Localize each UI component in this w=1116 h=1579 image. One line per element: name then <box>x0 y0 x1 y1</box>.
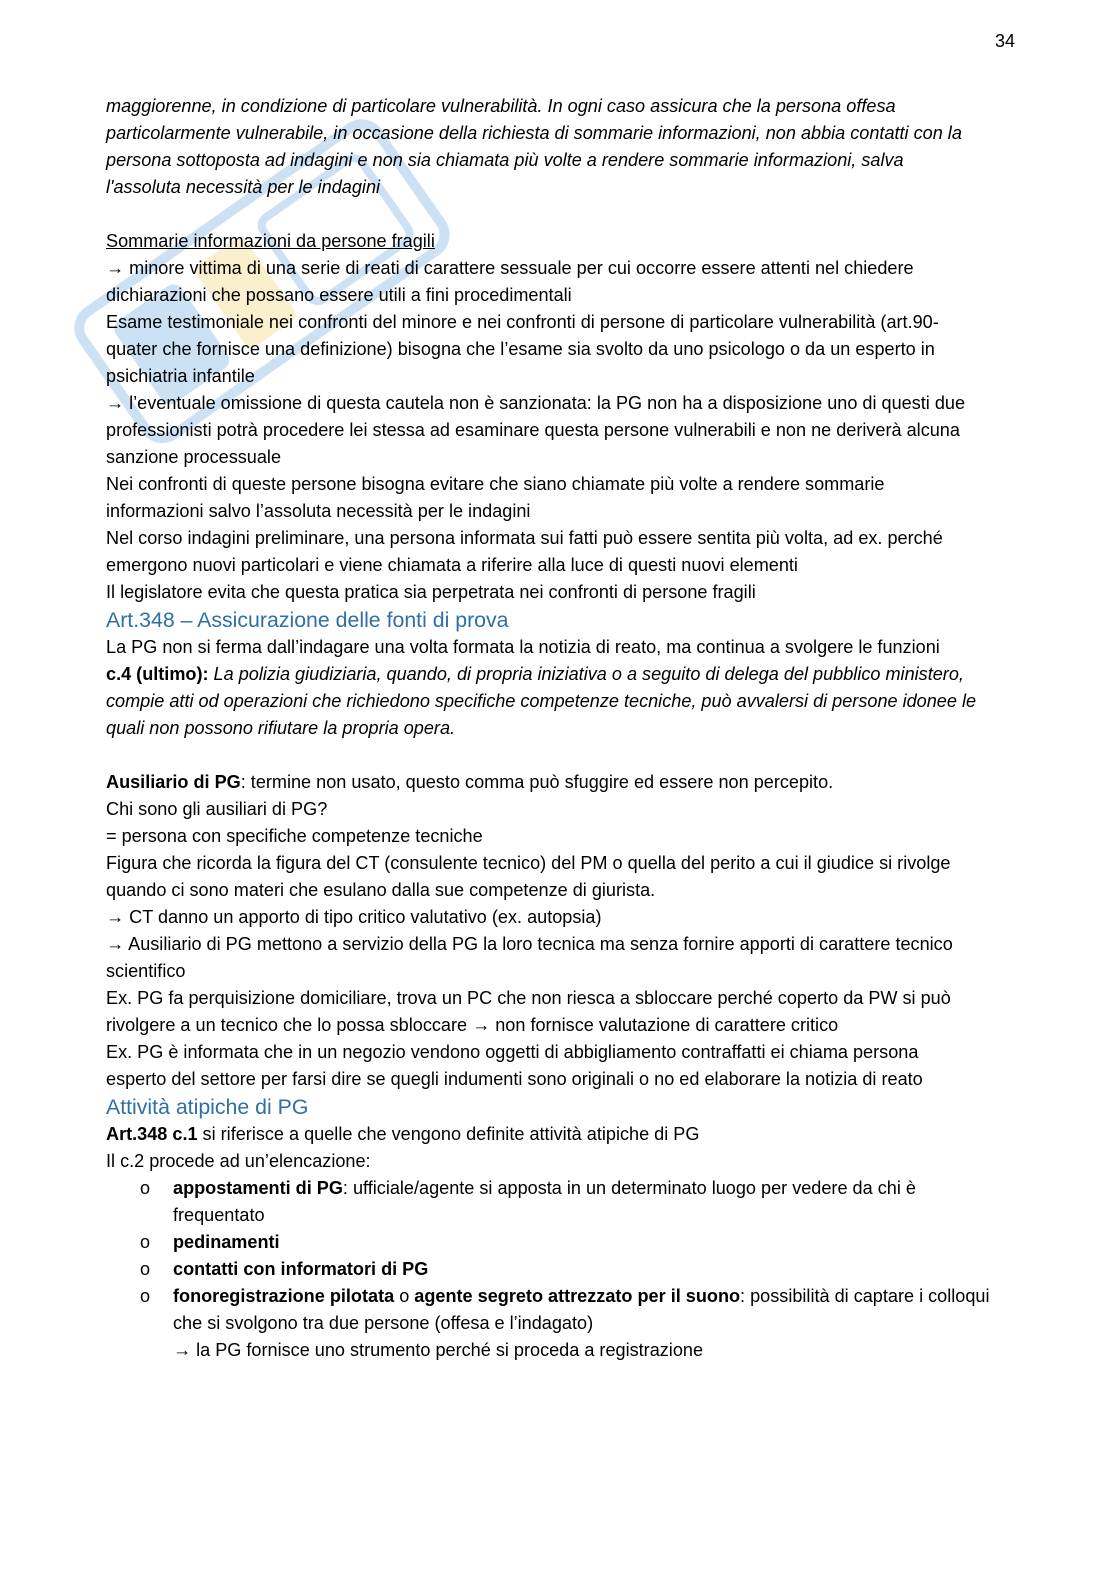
text-line: si riferisce a quelle che vengono definite attività atipiche di PG <box>197 1124 700 1144</box>
section-art348 <box>106 606 1006 1093</box>
text-line: Esame testimoniale nei confronti del minore e nei confronti di persone di particolare vulnerabilità (art.90- <box>106 312 939 332</box>
bold-label: pedinamenti <box>173 1232 280 1252</box>
arrow-right-icon: → <box>106 393 125 413</box>
text-line: : ufficiale/agente si apposta in un determinato luogo per vedere da chi è <box>342 1178 916 1198</box>
list-item <box>106 1229 1006 1256</box>
text-line: non fornisce valutazione di carattere critico <box>490 1015 839 1035</box>
text-line: Nel corso indagini preliminare, una persona informata sui fatti può essere sentita più volta, ad ex. perché <box>106 528 943 548</box>
subsection-title: Sommarie informazioni da persone fragili <box>106 231 435 251</box>
section-heading: Attività atipiche di PG <box>106 1095 309 1119</box>
text-line: maggiorenne, in condizione di particolare vulnerabilità. In ogni caso assicura che la persona offesa <box>106 96 896 116</box>
text-line: quando ci sono materi che esulano dalla sue competenze di giurista. <box>106 880 656 900</box>
list-item <box>106 1175 1006 1229</box>
text-line: Ausiliario di PG mettono a servizio della PG la loro tecnica ma senza fornire apporti di carattere tecnico <box>124 934 953 954</box>
arrow-right-icon: → <box>106 258 125 278</box>
text-line: informazioni salvo l’assoluta necessità per le indagini <box>106 501 531 521</box>
text-line: esperto del settore per farsi dire se quegli indumenti sono originali o no ed elaborare la notizia di reato <box>106 1069 923 1089</box>
bold-label: Ausiliario di PG <box>106 772 241 792</box>
bold-label: c.4 (ultimo): <box>106 664 209 684</box>
text-line: Il c.2 procede ad un’elencazione: <box>106 1151 371 1171</box>
text-line: scientifico <box>106 961 186 981</box>
text-line: rivolgere a un tecnico che lo possa sbloccare <box>106 1015 473 1035</box>
text-line: l’eventuale omissione di questa cautela non è sanzionata: la PG non ha a disposizione uno di questi due <box>124 393 966 413</box>
text-line: particolarmente vulnerabile, in occasione della richiesta di sommarie informazioni, non abbia contatti con la <box>106 123 962 143</box>
bullet-icon: o <box>140 1286 151 1306</box>
activity-list <box>106 1175 1006 1364</box>
bullet-icon: o <box>140 1232 151 1252</box>
text-line: quali non possono rifiutare la propria opera. <box>106 718 456 738</box>
section-atipiche <box>106 1093 1006 1364</box>
text-line: l'assoluta necessità per le indagini <box>106 177 381 197</box>
arrow-right-icon: → <box>106 934 125 954</box>
text-line: psichiatria infantile <box>106 366 255 386</box>
text-line: : possibilità di captare i colloqui <box>740 1286 990 1306</box>
list-item <box>106 1283 1006 1364</box>
text-line: La PG non si ferma dall’indagare una volta formata la notizia di reato, ma continua a svolgere le funzioni <box>106 637 940 657</box>
document-body <box>106 93 1006 1364</box>
text-line: quater che fornisce una definizione) bisogna che l’esame sia svolto da uno psicologo o da un esperto in <box>106 339 935 359</box>
text-line: la PG fornisce uno strumento perché si proceda a registrazione <box>191 1340 704 1360</box>
text-line: minore vittima di una serie di reati di carattere sessuale per cui occorre essere attenti nel chiedere <box>124 258 914 278</box>
arrow-right-icon: → <box>173 1340 192 1360</box>
bold-label: agente segreto attrezzato per il suono <box>414 1286 741 1306</box>
arrow-right-icon: → <box>106 907 125 927</box>
bold-label: contatti con informatori di PG <box>173 1259 429 1279</box>
page-number: 34 <box>994 31 1015 51</box>
text-line: persona sottoposta ad indagini e non sia chiamata più volte a rendere sommarie informazioni, salva <box>106 150 904 170</box>
bold-label: appostamenti di PG <box>173 1178 343 1198</box>
arrow-right-icon: → <box>472 1015 491 1035</box>
text-line: La polizia giudiziaria, quando, di propria iniziativa o a seguito di delega del pubblico ministero, <box>208 664 964 684</box>
bold-label: Art.348 c.1 <box>106 1124 198 1144</box>
bold-label: fonoregistrazione pilotata <box>173 1286 395 1306</box>
text-line: Nei confronti di queste persone bisogna evitare che siano chiamate più volte a rendere sommarie <box>106 474 885 494</box>
text-line: Il legislatore evita che questa pratica sia perpetrata nei confronti di persone fragili <box>106 582 756 602</box>
text-line: dichiarazioni che possano essere utili a fini procedimentali <box>106 285 572 305</box>
text-line: Ex. PG fa perquisizione domiciliare, trova un PC che non riesca a sbloccare perché coperto da PW si può <box>106 988 951 1008</box>
bullet-icon: o <box>140 1178 151 1198</box>
text-line: frequentato <box>173 1205 265 1225</box>
text-line: emergono nuovi particolari e viene chiamata a riferire alla luce di questi nuovi elementi <box>106 555 798 575</box>
text-line: Ex. PG è informata che in un negozio vendono oggetti di abbigliamento contraffatti ei chiama persona <box>106 1042 919 1062</box>
bullet-icon: o <box>140 1259 151 1279</box>
text-line: : termine non usato, questo comma può sfuggire ed essere non percepito. <box>240 772 834 792</box>
text-line: CT danno un apporto di tipo critico valutativo (ex. autopsia) <box>124 907 602 927</box>
text-line: che si svolgono tra due persone (offesa e l’indagato) <box>173 1313 594 1333</box>
text-line: o <box>394 1286 415 1306</box>
text-line: professionisti potrà procedere lei stessa ad esaminare questa persone vulnerabili e non ne deriverà alcuna <box>106 420 960 440</box>
text-line: Figura che ricorda la figura del CT (consulente tecnico) del PM o quella del perito a cui il giudice si rivolge <box>106 853 951 873</box>
list-item <box>106 1256 1006 1283</box>
text-line: Chi sono gli ausiliari di PG? <box>106 799 328 819</box>
section-heading: Art.348 – Assicurazione delle fonti di prova <box>106 608 509 632</box>
text-line: = persona con specifiche competenze tecniche <box>106 826 483 846</box>
intro-paragraph <box>106 93 1006 201</box>
text-line: compie atti od operazioni che richiedono specifiche competenze tecniche, può avvalersi di persone idonee le <box>106 691 977 711</box>
section-fragili <box>106 228 1006 606</box>
text-line: sanzione processuale <box>106 447 282 467</box>
